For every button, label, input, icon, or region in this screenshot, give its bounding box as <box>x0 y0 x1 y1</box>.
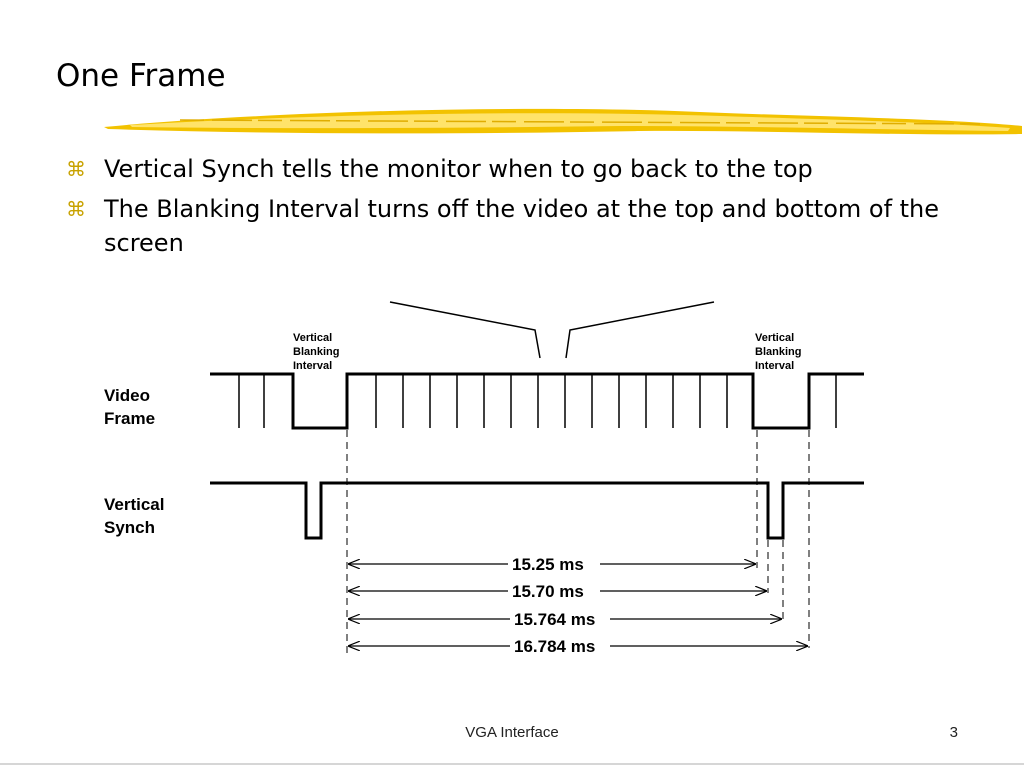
vertical-synch-waveform <box>210 483 864 538</box>
video-frame-label: Video Frame <box>104 386 156 428</box>
measurement-15-70: 15.70 ms <box>512 582 584 601</box>
slide-bottom-border <box>0 763 1024 765</box>
bullet-text: Vertical Synch tells the monitor when to go back to the top <box>104 155 813 183</box>
video-frame-waveform <box>210 374 864 428</box>
video-line-ticks <box>239 374 836 428</box>
command-bullet-icon: ⌘ <box>66 157 86 181</box>
measurement-15-764: 15.764 ms <box>514 610 596 629</box>
vertical-blanking-interval-label-left: Vertical Blanking Interval <box>293 332 340 372</box>
page-number: 3 <box>949 724 958 741</box>
measurement-15-25: 15.25 ms <box>512 555 584 574</box>
footer-title: VGA Interface <box>465 724 559 741</box>
measurement-16-784: 16.784 ms <box>514 637 596 656</box>
frame-brace <box>390 302 714 358</box>
vertical-blanking-interval-label-right: Vertical Blanking Interval <box>755 332 802 372</box>
vertical-synch-label: Vertical Synch <box>104 495 165 537</box>
command-bullet-icon: ⌘ <box>66 197 86 221</box>
bullet-text: The Blanking Interval turns off the video at the top and bottom of the screen <box>104 195 940 257</box>
slide-title: One Frame <box>56 58 226 94</box>
measurement-arrows <box>349 564 807 646</box>
